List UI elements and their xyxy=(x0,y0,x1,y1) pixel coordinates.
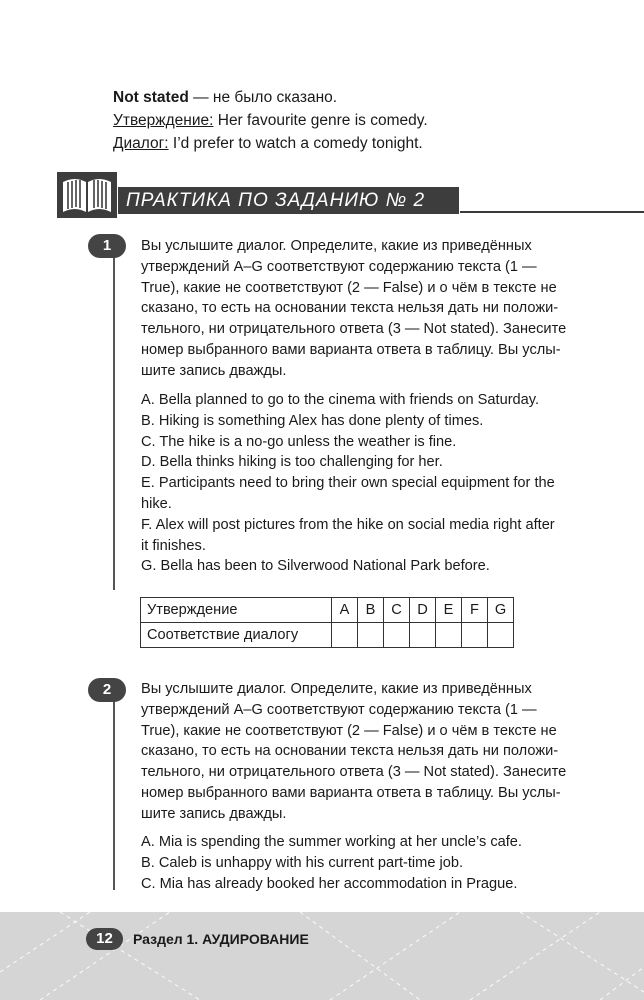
statement-item: C. The hike is a no-go unless the weather is fine. xyxy=(141,433,457,450)
book-icon xyxy=(57,172,117,218)
statement-text: Her favourite genre is comedy. xyxy=(213,112,428,129)
statement-item: hike. xyxy=(141,495,172,512)
statement-item: D. Bella thinks hiking is too challenging for her. xyxy=(141,454,443,471)
statement-item: A. Bella planned to go to the cinema with friends on Saturday. xyxy=(141,392,540,408)
answer-cell[interactable] xyxy=(384,623,410,648)
footer-section-label: Раздел 1. АУДИРОВАНИЕ xyxy=(133,931,309,947)
not-stated-def: — не было сказано. xyxy=(188,89,338,106)
task-1-instructions xyxy=(141,236,581,382)
task-2-side-line xyxy=(113,700,115,890)
statement-item: F. Alex will post pictures from the hike on social media right after xyxy=(141,516,555,533)
instruction-line: сказано, то есть на основании текста нельзя дать ни положи- xyxy=(141,300,559,317)
not-stated-line xyxy=(113,86,428,109)
instruction-line: номер выбранного вами варианта ответа в таблицу. Вы услы- xyxy=(141,341,561,358)
answer-cell[interactable] xyxy=(358,623,384,648)
dialog-line xyxy=(113,132,428,155)
table-row2-label: Соответствие диалогу xyxy=(141,623,332,648)
statement-label: Утверждение: xyxy=(113,112,214,129)
section-rule xyxy=(460,211,644,213)
instruction-line: утверждений A–G соответствуют содержанию текста (1 — xyxy=(141,701,537,718)
section-title: ПРАКТИКА ПО ЗАДАНИЮ № 2 xyxy=(126,190,426,211)
table-row-letters xyxy=(141,598,514,623)
dialog-label: Диалог: xyxy=(113,135,169,152)
instruction-line: Вы услышите диалог. Определите, какие из приведённых xyxy=(141,681,532,697)
instruction-line: сказано, то есть на основании текста нельзя дать ни положи- xyxy=(141,743,559,760)
table-letter: E xyxy=(436,598,462,623)
instruction-line: тельного, ни отрицательного ответа (3 — Not stated). Занесите xyxy=(141,764,567,781)
table-letter: B xyxy=(358,598,384,623)
table-letter: F xyxy=(462,598,488,623)
answer-cell[interactable] xyxy=(462,623,488,648)
table-letter: C xyxy=(384,598,410,623)
instruction-line: номер выбранного вами варианта ответа в таблицу. Вы услы- xyxy=(141,784,561,801)
statement-item: A. Mia is spending the summer working at her uncle’s cafe. xyxy=(141,834,522,850)
instruction-line: шите запись дважды. xyxy=(141,362,287,379)
table-letter: G xyxy=(488,598,514,623)
statement-item: G. Bella has been to Silverwood National Park before. xyxy=(141,558,490,575)
statement-item: B. Caleb is unhappy with his current part-time job. xyxy=(141,854,464,871)
intro-block xyxy=(113,86,428,155)
table-letter: D xyxy=(410,598,436,623)
answer-cell[interactable] xyxy=(488,623,514,648)
statement-line xyxy=(113,109,428,132)
answer-cell[interactable] xyxy=(332,623,358,648)
statement-item: it finishes. xyxy=(141,537,206,554)
instruction-line: утверждений A–G соответствуют содержанию текста (1 — xyxy=(141,258,537,275)
statement-item: B. Hiking is something Alex has done plenty of times. xyxy=(141,412,484,429)
task-1-statements xyxy=(141,390,581,577)
instruction-line: True), какие не соответствуют (2 — False) и о чём в тексте не xyxy=(141,722,557,739)
page-footer xyxy=(0,912,644,1000)
task-2-instructions xyxy=(141,679,581,825)
task-2-statements xyxy=(141,832,581,894)
dialog-text: I’d prefer to watch a comedy tonight. xyxy=(168,135,423,152)
instruction-line: тельного, ни отрицательного ответа (3 — Not stated). Занесите xyxy=(141,321,567,338)
answer-cell[interactable] xyxy=(410,623,436,648)
footer-pattern xyxy=(0,912,644,1000)
table-row-answers xyxy=(141,623,514,648)
table-letter: A xyxy=(332,598,358,623)
instruction-line: Вы услышите диалог. Определите, какие из приведённых xyxy=(141,238,532,254)
statement-item: E. Participants need to bring their own special equipment for the xyxy=(141,475,555,492)
answer-cell[interactable] xyxy=(436,623,462,648)
table-row1-label: Утверждение xyxy=(141,598,332,623)
answer-table xyxy=(140,597,514,648)
not-stated-term: Not stated xyxy=(113,89,189,106)
instruction-line: True), какие не соответствуют (2 — False) и о чём в тексте не xyxy=(141,279,557,296)
instruction-line: шите запись дважды. xyxy=(141,805,287,822)
task-2-number: 2 xyxy=(88,678,126,702)
page-number: 12 xyxy=(86,928,123,950)
task-1-number: 1 xyxy=(88,234,126,258)
statement-item: C. Mia has already booked her accommodation in Prague. xyxy=(141,875,518,892)
task-1-side-line xyxy=(113,256,115,590)
